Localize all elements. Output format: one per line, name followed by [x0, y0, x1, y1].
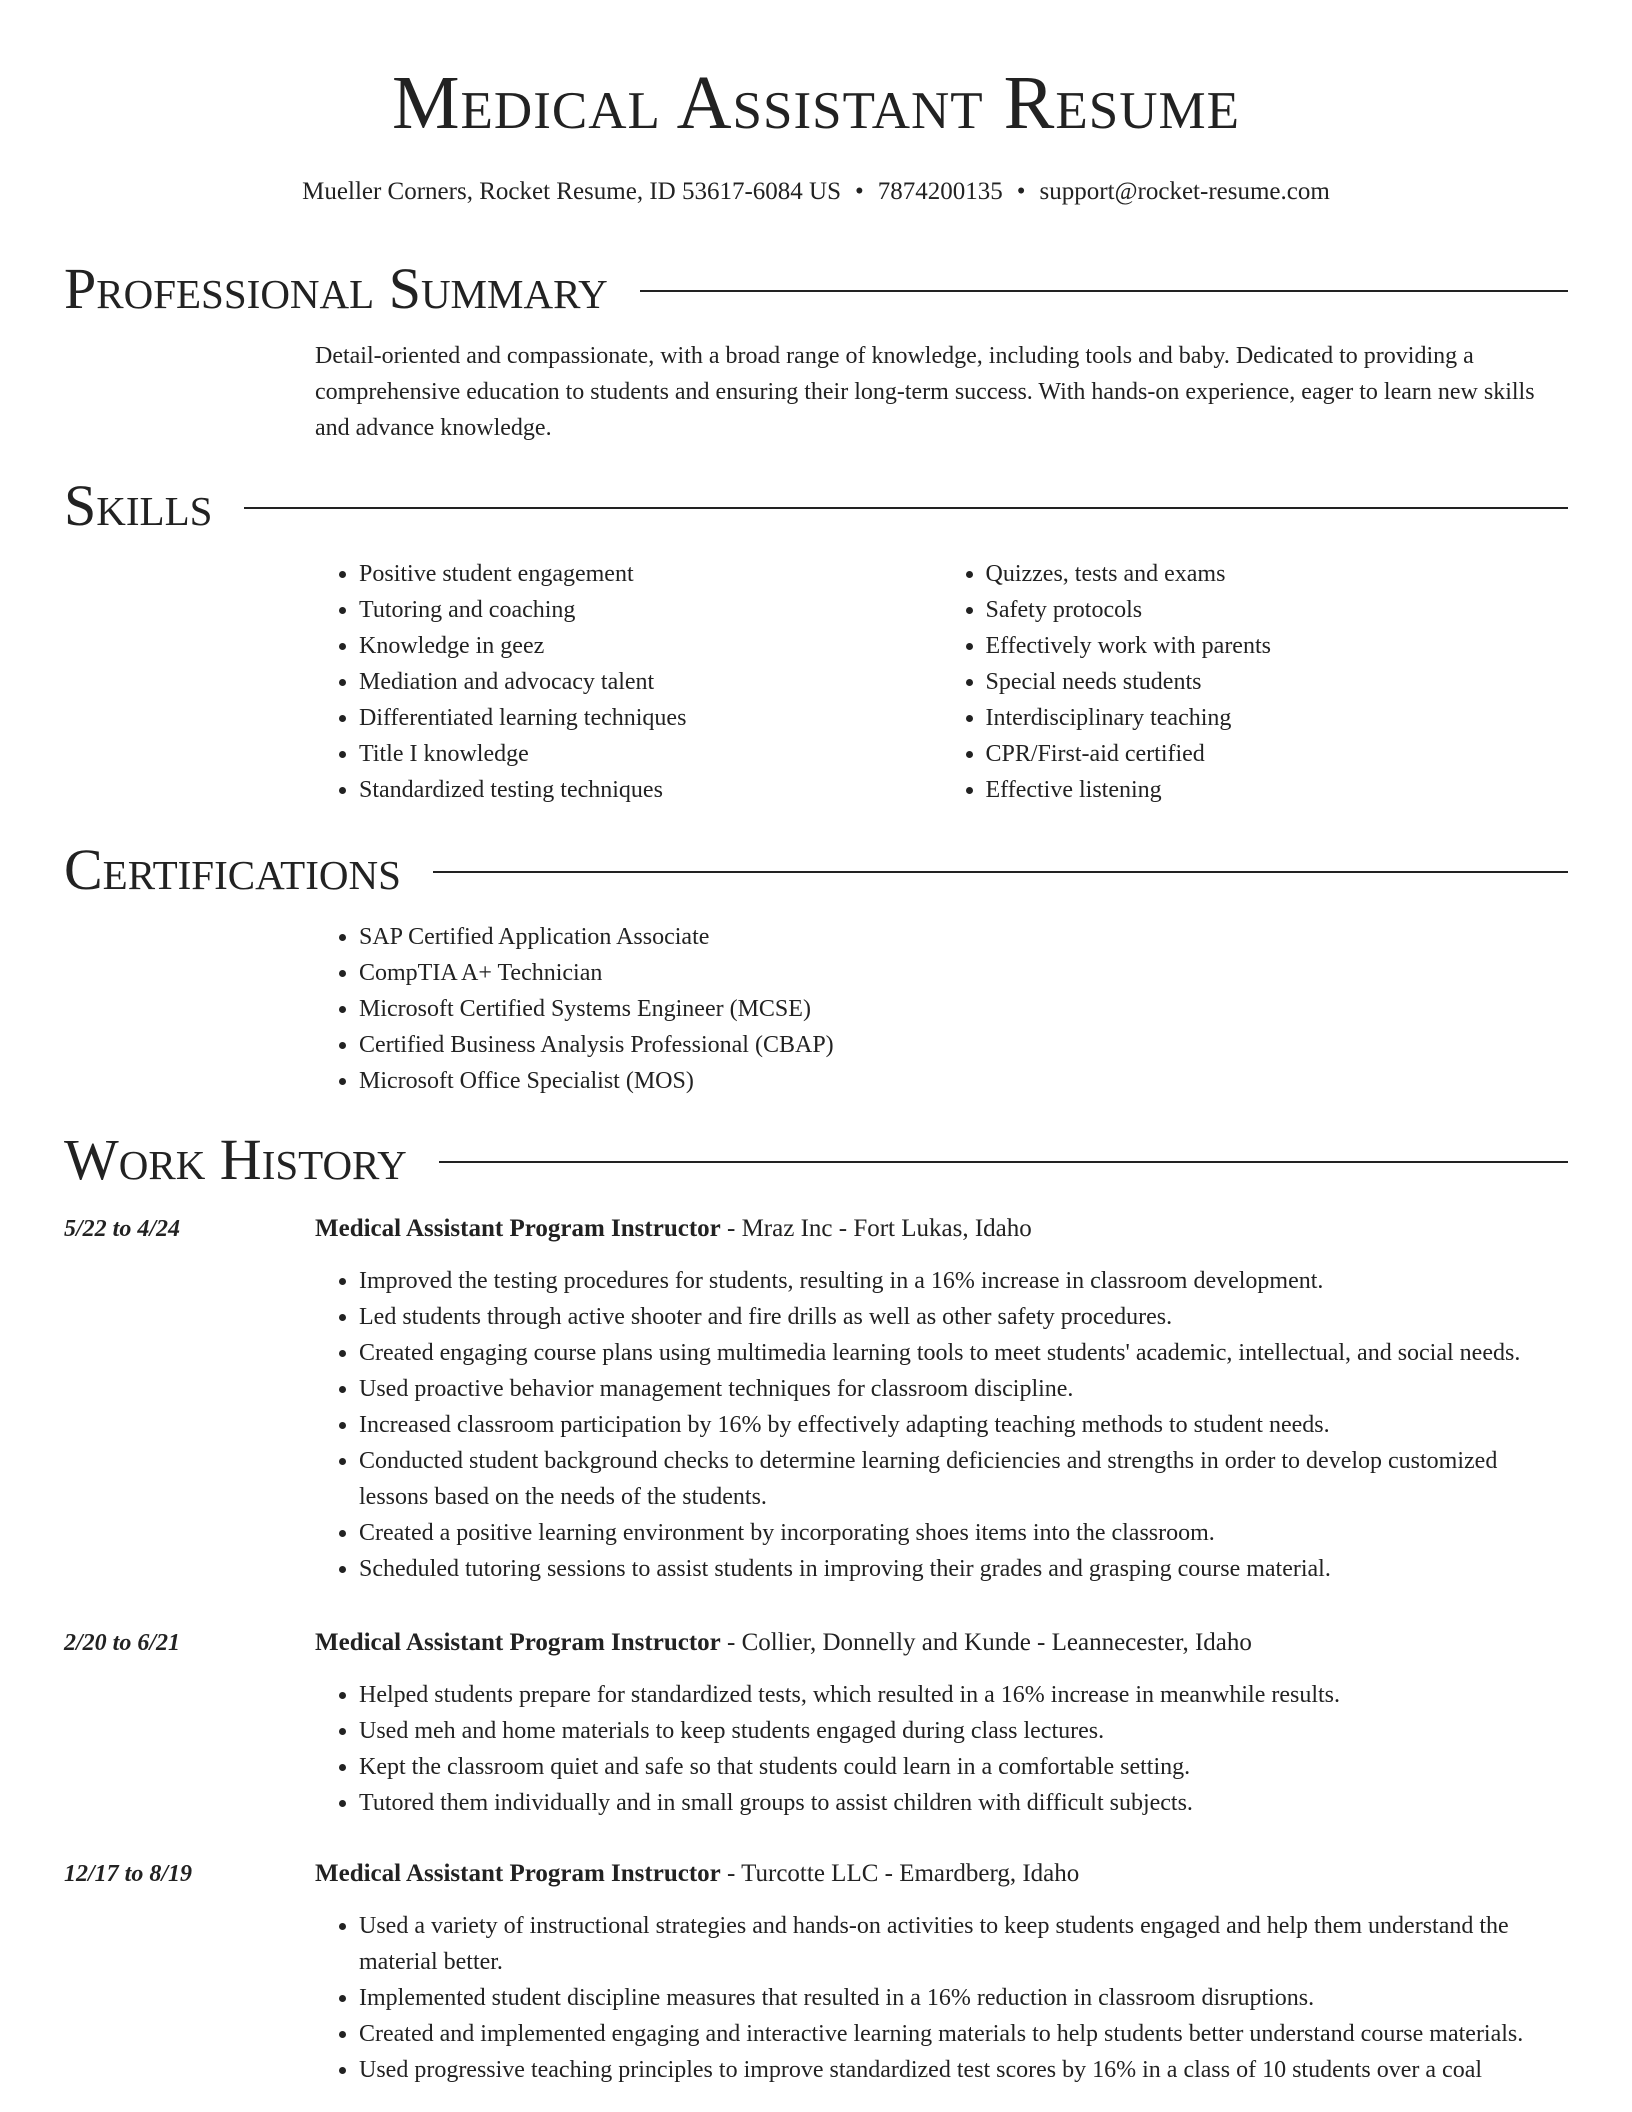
job-dates: 5/22 to 4/24: [64, 1216, 181, 1242]
section-title-work-history: Work History: [64, 1127, 407, 1192]
certification-item: • Certified Business Analysis Professional (CBAP): [359, 1027, 1568, 1063]
job-company: - Mraz Inc - Fort Lukas, Idaho: [720, 1215, 1032, 1242]
job-title: Medical Assistant Program Instructor: [315, 1215, 721, 1242]
section-header-work-history: [64, 1125, 1568, 1195]
skill-item: • CPR/First-aid certified: [986, 736, 1569, 772]
skill-item: • Positive student engagement: [359, 556, 942, 592]
job-bullet: • Implemented student discipline measures that resulted in a 16% reduction in classroom disruptions.: [359, 1980, 1568, 2016]
contact-line: [64, 174, 1568, 210]
section-header-summary: [64, 254, 1568, 324]
job-bullet: • Increased classroom participation by 16% by effectively adapting teaching methods to student needs.: [359, 1407, 1568, 1443]
job-company: - Collier, Donnelly and Kunde - Leannecester, Idaho: [720, 1629, 1252, 1656]
certification-item: • Microsoft Office Specialist (MOS): [359, 1063, 1568, 1099]
job-dates: 2/20 to 6/21: [64, 1630, 181, 1656]
contact-phone: 7874200135: [877, 178, 1003, 205]
skill-item: • Special needs students: [986, 664, 1569, 700]
summary-block: [315, 338, 1568, 446]
job-bullet: • Tutored them individually and in small groups to assist children with difficult subjects.: [359, 1785, 1568, 1821]
skill-item: • Safety protocols: [986, 592, 1569, 628]
summary-text: Detail-oriented and compassionate, with a broad range of knowledge, including tools and baby. Dedicated to providing a comprehensive education to students and ensuring their long-term success. With hands-on experience, eager to learn new skills and advance knowledge.: [315, 343, 1535, 441]
job-heading: [315, 1625, 1568, 1661]
skill-item: • Differentiated learning techniques: [359, 700, 942, 736]
job-bullet: • Improved the testing procedures for students, resulting in a 16% increase in classroom development.: [359, 1263, 1568, 1299]
job-bullets: [315, 1263, 1568, 1587]
job-heading: [315, 1856, 1568, 1892]
contact-separator: •: [854, 178, 864, 205]
certifications-list: [315, 919, 1568, 1099]
job-title: Medical Assistant Program Instructor: [315, 1860, 721, 1887]
skill-item: • Interdisciplinary teaching: [986, 700, 1569, 736]
skill-item: • Tutoring and coaching: [359, 592, 942, 628]
skills-list-left: [315, 556, 942, 808]
job-company: - Turcotte LLC - Emardberg, Idaho: [720, 1860, 1080, 1887]
job-bullet: • Kept the classroom quiet and safe so that students could learn in a comfortable setting.: [359, 1749, 1568, 1785]
section-title-certifications: Certifications: [64, 837, 401, 902]
contact-address: Mueller Corners, Rocket Resume, ID 53617-6084 US: [302, 178, 841, 205]
section-divider: [640, 290, 1568, 292]
section-divider: [439, 1161, 1568, 1163]
job-bullets: [315, 1677, 1568, 1821]
job-title: Medical Assistant Program Instructor: [315, 1629, 721, 1656]
skills-list-right: [942, 556, 1569, 808]
section-header-skills: [64, 471, 1568, 541]
certification-item: • CompTIA A+ Technician: [359, 955, 1568, 991]
section-divider: [433, 871, 1568, 873]
job-bullet-list: [315, 1677, 1568, 1821]
job-bullet: • Used a variety of instructional strategies and hands-on activities to keep students engaged and help them understand the material better.: [359, 1908, 1568, 1980]
job-bullet: • Used proactive behavior management techniques for classroom discipline.: [359, 1371, 1568, 1407]
skill-item: • Quizzes, tests and exams: [986, 556, 1569, 592]
section-divider: [244, 507, 1568, 509]
job-bullet-list: [315, 1908, 1568, 2088]
job-heading: [315, 1211, 1568, 1247]
section-title-summary: Professional Summary: [64, 256, 608, 321]
job-bullet: • Used progressive teaching principles to improve standardized test scores by 16% in a class of 10 students over a coal: [359, 2052, 1568, 2088]
skill-item: • Standardized testing techniques: [359, 772, 942, 808]
skills-columns: [315, 556, 1568, 808]
job-bullet-list: [315, 1263, 1568, 1587]
skill-item: • Effective listening: [986, 772, 1569, 808]
section-header-certifications: [64, 835, 1568, 905]
job-bullet: • Created a positive learning environment by incorporating shoes items into the classroom.: [359, 1515, 1568, 1551]
job-bullet: • Created engaging course plans using multimedia learning tools to meet students' academic, intellectual, and social needs.: [359, 1335, 1568, 1371]
job-bullets: [315, 1908, 1568, 2088]
job-bullet: • Scheduled tutoring sessions to assist students in improving their grades and grasping course material.: [359, 1551, 1568, 1587]
job-bullet: • Helped students prepare for standardized tests, which resulted in a 16% increase in meanwhile results.: [359, 1677, 1568, 1713]
job-bullet: • Conducted student background checks to determine learning deficiencies and strengths in order to develop customized lessons based on the needs of the students.: [359, 1443, 1568, 1515]
certification-item: • SAP Certified Application Associate: [359, 919, 1568, 955]
skills-block: [315, 556, 1568, 808]
skill-item: • Title I knowledge: [359, 736, 942, 772]
job-bullet: • Led students through active shooter and fire drills as well as other safety procedures.: [359, 1299, 1568, 1335]
contact-email: support@rocket-resume.com: [1039, 178, 1330, 205]
contact-separator: •: [1016, 178, 1026, 205]
skill-item: • Effectively work with parents: [986, 628, 1569, 664]
certification-item: • Microsoft Certified Systems Engineer (MCSE): [359, 991, 1568, 1027]
job-bullet: • Used meh and home materials to keep students engaged during class lectures.: [359, 1713, 1568, 1749]
section-title-skills: Skills: [64, 473, 213, 538]
resume-title: Medical Assistant Resume: [391, 61, 1240, 145]
job-bullet: • Created and implemented engaging and interactive learning materials to help students better understand course materials.: [359, 2016, 1568, 2052]
skill-item: • Mediation and advocacy talent: [359, 664, 942, 700]
job-dates: 12/17 to 8/19: [64, 1861, 193, 1887]
certifications-block: [315, 919, 1568, 1099]
skill-item: • Knowledge in geez: [359, 628, 942, 664]
